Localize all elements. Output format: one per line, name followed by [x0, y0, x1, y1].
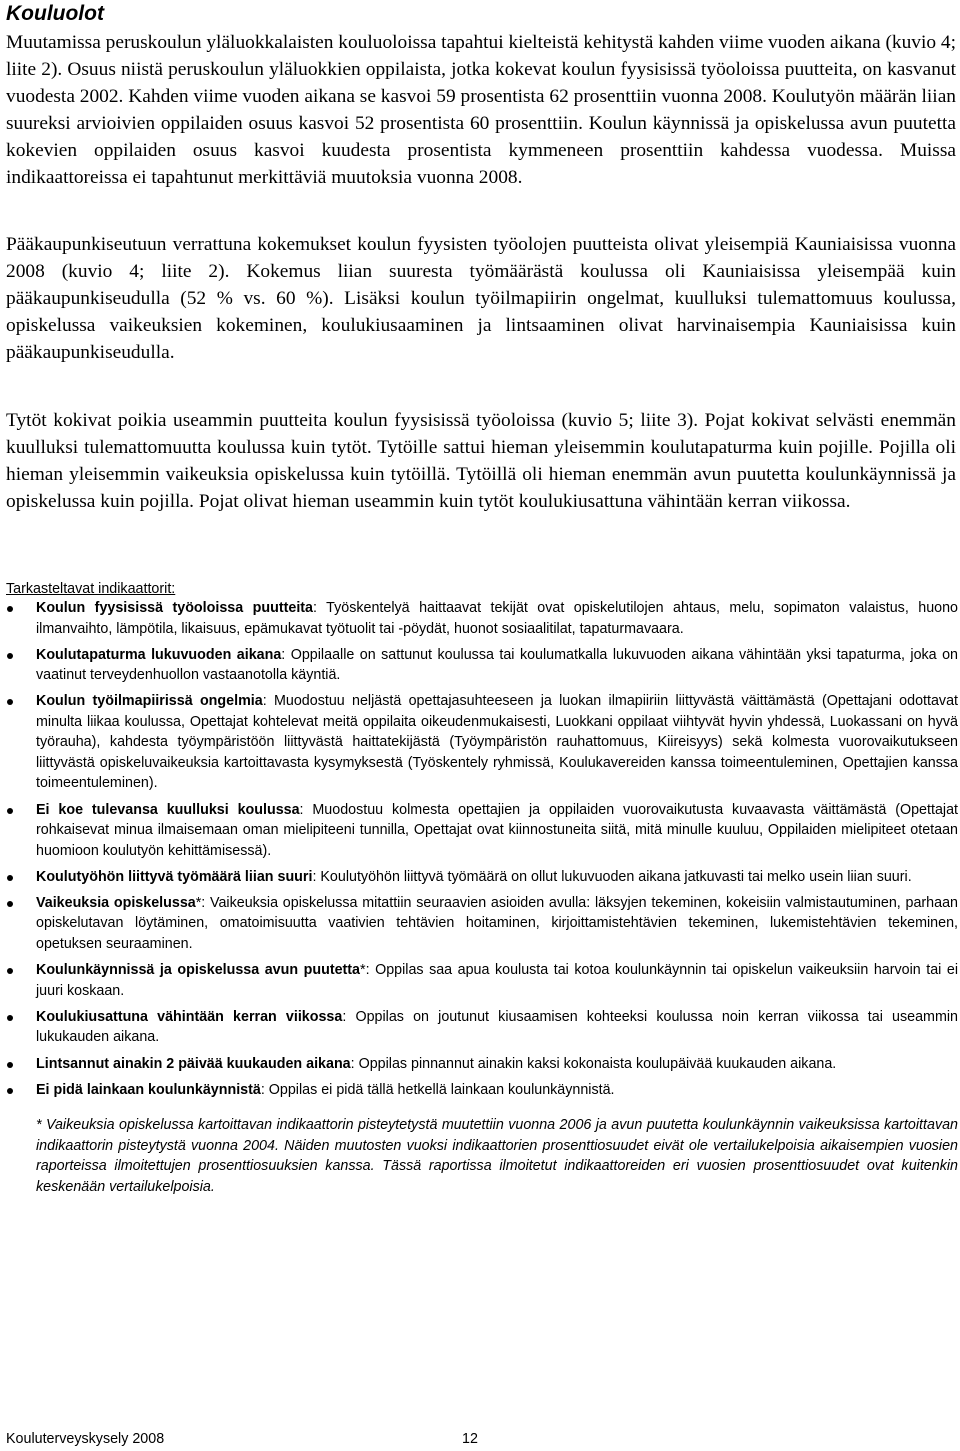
indicator-term: Ei pidä lainkaan koulunkäynnistä: [36, 1081, 261, 1098]
indicator-description: *: Oppilas saa apua koulusta tai kotoa koulunkäynnin tai opiskelun vaikeuksiin harvoin tai ei juuri koskaan.: [36, 962, 958, 999]
list-item: [0, 800, 958, 862]
section-heading: Kouluolot: [6, 2, 104, 25]
indicator-term: Koulun työilmapiirissä ongelmia: [36, 693, 263, 710]
page-number: 12: [462, 1431, 478, 1447]
indicators-heading: Tarkasteltavat indikaattorit:: [6, 581, 176, 597]
list-item: [0, 1007, 958, 1048]
footnote: * Vaikeuksia opiskelussa kartoittavan indikaattorin pisteytetystä muutettiin vuonna 2006 ja avun puutetta koulunkäynnin vaikeuksissa kartoittavan indikaattorin pisteytystä vuonna 2004. Näiden muutosten vuoksi indikaattorien prosenttiosuudet eivät ole vertailukelpoisia aikaisempien vuosien raporteissa ilmoitettujen prosenttiosuuksien kanssa. Tässä raportissa ilmoitetut indikaattoreiden eri vuosien prosenttiosuudet ovat kuitenkin keskenään vertailukelpoisia.: [36, 1117, 958, 1195]
list-item: [0, 893, 958, 955]
indicator-term: Koulun fyysisissä työoloissa puutteita: [36, 600, 314, 616]
indicator-description: : Muodostuu kolmesta opettajien ja oppilaiden vuorovaikutusta kuvaavasta väittämästä (Opettajat rohkaisevat minua ilmaisemaan oman mielipiteeni tunnilla, Opettajat ovat kiinnostuneita siitä, mitä minulle kuuluu, Oppilaiden mielipiteet otetaan huomioon koulutyön kehittämisessä).: [36, 801, 958, 859]
list-item: [0, 867, 958, 888]
bullet-icon: [7, 699, 13, 705]
indicator-term: Koulutyöhön liittyvä työmäärä liian suuri: [36, 868, 313, 885]
bullet-icon: [7, 875, 13, 881]
paragraph-gender-comparison: Tytöt kokivat poikia useammin puutteita koulun fyysisissä työoloissa (kuvio 5; liite 3). Pojat kokivat selvästi enemmän kuulluksi tulemattomuutta koulussa kuin tytöt. Tytöille sattui hieman yleisemmin koulutapaturma kuin pojille. Pojilla oli hieman yleisemmin vaikeuksia opiskelussa kuin tytöillä. Tytöillä oli hieman enemmän avun puutetta koulunkäynnissä ja opiskelussa kuin pojilla. Pojat olivat hieman useammin kuin tytöt koulukiusattuna vähintään kerran viikossa.: [6, 410, 956, 512]
bullet-icon: [7, 653, 13, 659]
indicator-term: Koulukiusattuna vähintään kerran viikossa: [36, 1008, 343, 1025]
indicator-description: : Oppilas on joutunut kiusaamisen kohteeksi koulussa noin kerran viikossa tai useammin lukukauden aikana.: [36, 1008, 958, 1046]
bullet-icon: [7, 808, 13, 814]
bullet-icon: [7, 1062, 13, 1068]
list-item: [0, 1080, 958, 1101]
indicator-description: *: Vaikeuksia opiskelussa mitattiin seuraavien asioiden avulla: läksyjen tekeminen, kokeisiin valmistautuminen, parhaan opiskelutavan löytäminen, omatoimisuutta vaativien tehtävien hoitaminen, kirjoittamistehtävien tekeminen, lukemistehtävien tekeminen, opetuksen seuraaminen.: [36, 894, 958, 952]
bullet-icon: [7, 1088, 13, 1094]
footer-title: Kouluterveyskysely 2008: [6, 1431, 165, 1447]
indicator-list: [0, 598, 958, 1106]
indicator-term: Vaikeuksia opiskelussa: [36, 894, 196, 911]
indicator-description: : Työskentelyä haittaavat tekijät ovat opiskelutilojen ahtaus, melu, sopimaton valaistus, huono ilmanvaihto, lämpötila, likaisuus, epämukavat työtuolit tai -pöydät, huonot sosiaalitilat, tapaturmavaara.: [36, 600, 959, 637]
paragraph-regional-comparison: Pääkaupunkiseutuun verrattuna kokemukset koulun fyysisten työolojen puutteista olivat yleisempiä Kauniaisissa vuonna 2008 (kuvio 4; liite 2). Kokemus liian suuresta työmäärästä koulussa oli Kauniaisissa yleisempää kuin pääkaupunkiseudulla (52 % vs. 60 %). Lisäksi koulun työilmapiirin ongelmat, kuulluksi tulemattomuus koulussa, opiskelussa vaikeuksien kokeminen, koulukiusaaminen ja lintsaaminen olivat harvinaisempia Kauniaisissa kuin pääkaupunkiseudulla.: [6, 234, 956, 363]
list-item: [0, 1054, 958, 1075]
indicator-description: : Oppilaalle on sattunut koulussa tai koulumatkalla lukuvuoden aikana vähintään yksi tapaturma, joka on vaatinut terveydenhuollon vastaanotolla käyntiä.: [36, 646, 958, 684]
indicator-description: : Oppilas ei pidä tällä hetkellä lainkaan koulunkäynnistä.: [260, 1081, 615, 1098]
paragraph-trends: Muutamissa peruskoulun yläluokkalaisten kouluoloissa tapahtui kielteistä kehitystä kahden viime vuoden aikana (kuvio 4; liite 2). Osuus niistä peruskoulun yläluokkien oppilaista, jotka kokevat koulun fyysisissä työoloissa puutteita, on kasvanut vuodesta 2002. Kahden viime vuoden aikana se kasvoi 59 prosentista 62 prosenttiin vuonna 2008. Koulutyön määrän liian suureksi arvioivien oppilaiden osuus kasvoi 52 prosentista 60 prosenttiin. Koulun käynnissä ja opiskelussa avun puutetta kokevien oppilaiden osuus kasvoi kuudesta prosentista kymmeneen prosenttiin kahdessa vuodessa. Muissa indikaattoreissa ei tapahtunut merkittäviä muutoksia vuonna 2008.: [6, 32, 956, 188]
list-item: [0, 645, 958, 686]
bullet-icon: [7, 968, 13, 974]
indicator-description: : Muodostuu neljästä opettajasuhteeseen ja luokan ilmapiiriin liittyvästä väittämästä (Opettajani odottavat minulta liikaa koulussa, Opettajat kohtelevat meitä oppilaita oikeudenmukaisesti, Luokkani oppilaat viihtyvät hyvin yhdessä, Luokassani on hyvä työrauha), kahdesta työympäristöön liittyvästä haittatekijästä (Työympäristön rauhattomuus, Kiireisyys) sekä kolmesta vuorovaikutukseen liittyvästä opiskeluvaikeuksia kartoittavasta kysymyksestä (Työskentely ryhmissä, Koulukavereiden kanssa toimeentuleminen, Opettajien kanssa toimeentuleminen).: [36, 693, 958, 792]
indicator-description: : Oppilas pinnannut ainakin kaksi kokonaista koulupäivää kuukauden aikana.: [350, 1055, 837, 1072]
indicator-term: Lintsannut ainakin 2 päivää kuukauden aikana: [36, 1055, 351, 1072]
bullet-icon: [7, 606, 13, 612]
indicator-term: Koulunkäynnissä ja opiskelussa avun puutetta: [36, 962, 361, 979]
bullet-icon: [7, 1015, 13, 1021]
indicator-term: Koulutapaturma lukuvuoden aikana: [36, 646, 282, 663]
indicator-term: Ei koe tulevansa kuulluksi koulussa: [36, 801, 300, 818]
list-item: [0, 691, 958, 794]
list-item: [0, 960, 958, 1001]
indicator-description: : Koulutyöhön liittyvä työmäärä on ollut lukuvuoden aikana jatkuvasti tai melko usein liian suuri.: [312, 868, 912, 885]
bullet-icon: [7, 901, 13, 907]
list-item: [0, 598, 958, 639]
